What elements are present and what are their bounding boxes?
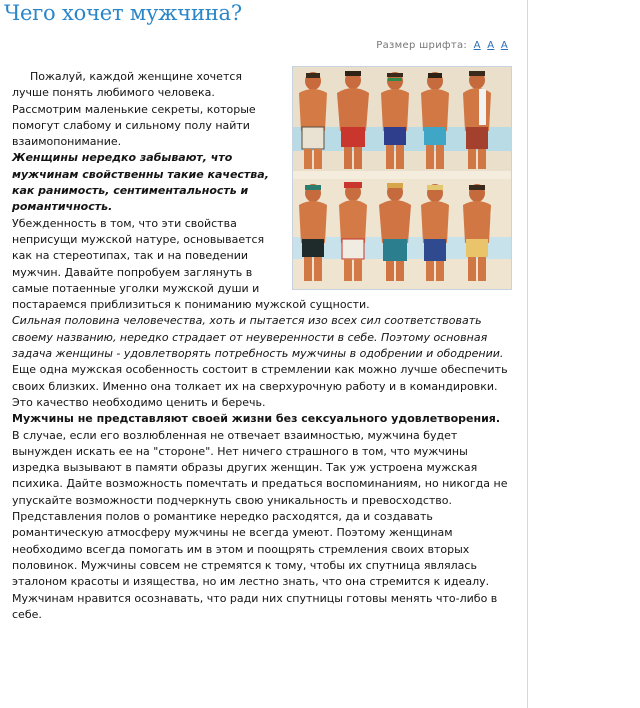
paragraph-confidence: Сильная половина человечества, хоть и пытается изо всех сил соответствовать своему названию, нередко страдает от неуверенности в себе. Поэтому основная задача женщины - удовлетворять потребность мужчины в одобрении и ободрении.: [12, 314, 504, 361]
font-size-label: Размер шрифта:: [376, 40, 468, 51]
font-size-large-link[interactable]: A: [500, 40, 508, 51]
paragraph-sexual-heading: Мужчины не представляют своей жизни без сексуального удовлетворения.: [12, 412, 501, 426]
paragraph-provider: Еще одна мужская особенность состоит в стремлении как можно лучше обеспечить своих близких. Именно она толкает их на сверхурочную работу и в командировки. Это качество необходимо ценить и беречь.: [12, 363, 508, 409]
page-right-border: [527, 0, 528, 708]
page-title: Чего хочет мужчина?: [4, 1, 242, 25]
paragraph-intro: Пожалуй, каждой женщине хочется лучше понять любимого человека. Рассмотрим маленькие секреты, которые помогут слабому и сильному полу найти взаимопонимание.: [12, 70, 256, 149]
paragraph-emphasis: Женщины нередко забывают, что мужчинам свойственны такие качества, как ранимость, сентиментальность и романтичность.: [12, 151, 269, 214]
paragraph-fantasy: В случае, если его возлюбленная не отвечает взаимностью, мужчина будет вынужден искать ее на "стороне". Нет ничего страшного в том, что мужчины изредка вызывают в памяти образы других женщин. Так уж устроена мужская психика. Дайте возможность помечтать и предаться воспоминаниям, но никогда не упускайте возможности подчеркнуть свою уникальность и превосходство.: [12, 428, 508, 507]
font-size-medium-link[interactable]: A: [487, 40, 495, 51]
paragraph-romance: Представления полов о романтике нередко расходятся, да и создавать романтическую атмосферу мужчины не всегда умеют. Поэтому женщинам необходимо всегда помогать им в этом и поощрять стремления своих вторых половинок. Мужчины совсем не стремятся к тому, чтобы их спутница являлась эталоном красоты и изящества, но им лестно знать, что она стремится к идеалу. Мужчинам нравится осознавать, что ради них спутницы готовы менять что-либо в себе.: [12, 510, 498, 621]
paragraph-beliefs: Убежденность в том, что эти свойства неприсущи мужской натуре, основывается как на стереотипах, так и на поведении мужчин. Давайте попробуем заглянуть в самые потаенные уголки мужской души и: [12, 216, 265, 295]
font-size-control: [376, 40, 508, 51]
article-body: [12, 69, 510, 623]
font-size-small-link[interactable]: A: [473, 40, 481, 51]
paragraph-beliefs-continued: постараемся приблизиться к пониманию мужской сущности.: [12, 298, 370, 312]
